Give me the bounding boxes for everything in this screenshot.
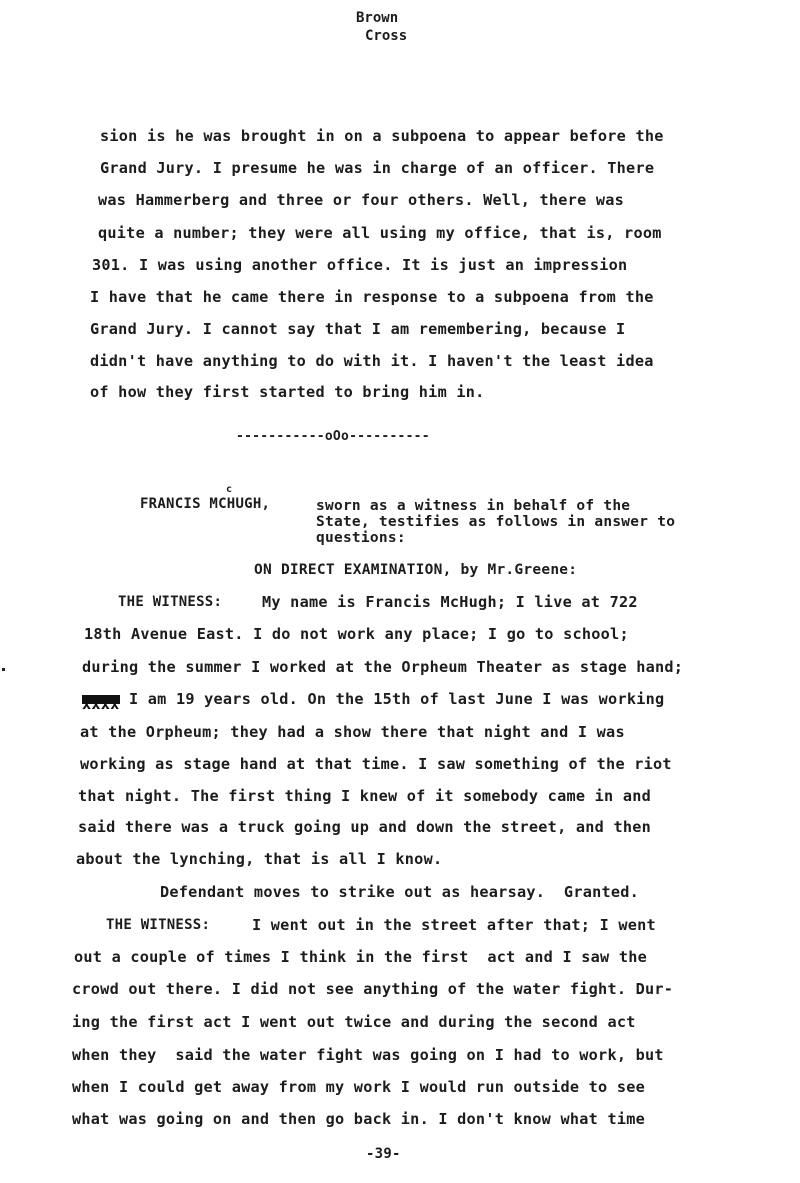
text-line: was Hammerberg and three or four others. Well, there was bbox=[98, 191, 625, 209]
text-line: Grand Jury. I cannot say that I am remembering, because I bbox=[90, 320, 626, 338]
text-line-with-strike bbox=[82, 690, 665, 713]
text-line: My name is Francis McHugh; I live at 722 bbox=[262, 593, 638, 611]
text-line: what was going on and then go back in. I don't know what time bbox=[72, 1110, 646, 1128]
text-line: sion is he was brought in on a subpoena to appear before the bbox=[100, 127, 664, 145]
sworn-line: questions: bbox=[316, 530, 406, 546]
speaker-label: THE WITNESS: bbox=[106, 917, 211, 933]
text-line: of how they first started to bring him in. bbox=[90, 383, 485, 401]
header-exam-type: Cross bbox=[365, 28, 408, 44]
speaker-label: THE WITNESS: bbox=[118, 594, 223, 610]
text-line: that night. The first thing I knew of it somebody came in and bbox=[78, 787, 652, 805]
text-line: quite a number; they were all using my office, that is, room bbox=[98, 224, 662, 242]
handwritten-correction: c bbox=[226, 484, 233, 495]
exam-heading: ON DIRECT EXAMINATION, by Mr.Greene: bbox=[254, 562, 578, 578]
court-ruling: Defendant moves to strike out as hearsay. Granted. bbox=[160, 883, 640, 901]
section-separator: -----------oOo---------- bbox=[236, 429, 430, 444]
text-line: ing the first act I went out twice and during the second act bbox=[72, 1013, 636, 1031]
text-line: said there was a truck going up and down the street, and then bbox=[78, 818, 652, 836]
text-line: crowd out there. I did not see anything of the water fight. Dur- bbox=[72, 980, 674, 998]
text-line: 301. I was using another office. It is just an impression bbox=[92, 256, 628, 274]
text-fragment: I am 19 years old. On the 15th of last June I was working bbox=[119, 690, 665, 708]
sworn-line: State, testifies as follows in answer to bbox=[316, 514, 676, 530]
sworn-line: sworn as a witness in behalf of the bbox=[316, 498, 631, 514]
text-line: I have that he came there in response to a subpoena from the bbox=[90, 288, 654, 306]
text-line: about the lynching, that is all I know. bbox=[76, 850, 443, 868]
scan-speck bbox=[2, 668, 5, 671]
text-line: at the Orpheum; they had a show there that night and I was bbox=[80, 723, 625, 741]
text-line: working as stage hand at that time. I saw something of the riot bbox=[80, 755, 672, 773]
text-line: when I could get away from my work I would run outside to see bbox=[72, 1078, 646, 1096]
page-number: -39- bbox=[366, 1146, 401, 1162]
text-line: when they said the water fight was going on I had to work, but bbox=[72, 1046, 664, 1064]
witness-name: FRANCIS MCHUGH, bbox=[140, 496, 271, 512]
text-line: didn't have anything to do with it. I haven't the least idea bbox=[90, 352, 654, 370]
struck-text: xxxx bbox=[82, 695, 120, 713]
header-witness-name: Brown bbox=[356, 10, 399, 26]
text-line: 18th Avenue East. I do not work any place; I go to school; bbox=[84, 625, 629, 643]
text-line: during the summer I worked at the Orpheum Theater as stage hand; bbox=[82, 658, 684, 676]
text-line: out a couple of times I think in the first act and I saw the bbox=[74, 948, 648, 966]
text-line: I went out in the street after that; I went bbox=[252, 916, 656, 934]
text-line: Grand Jury. I presume he was in charge of an officer. There bbox=[100, 159, 655, 177]
